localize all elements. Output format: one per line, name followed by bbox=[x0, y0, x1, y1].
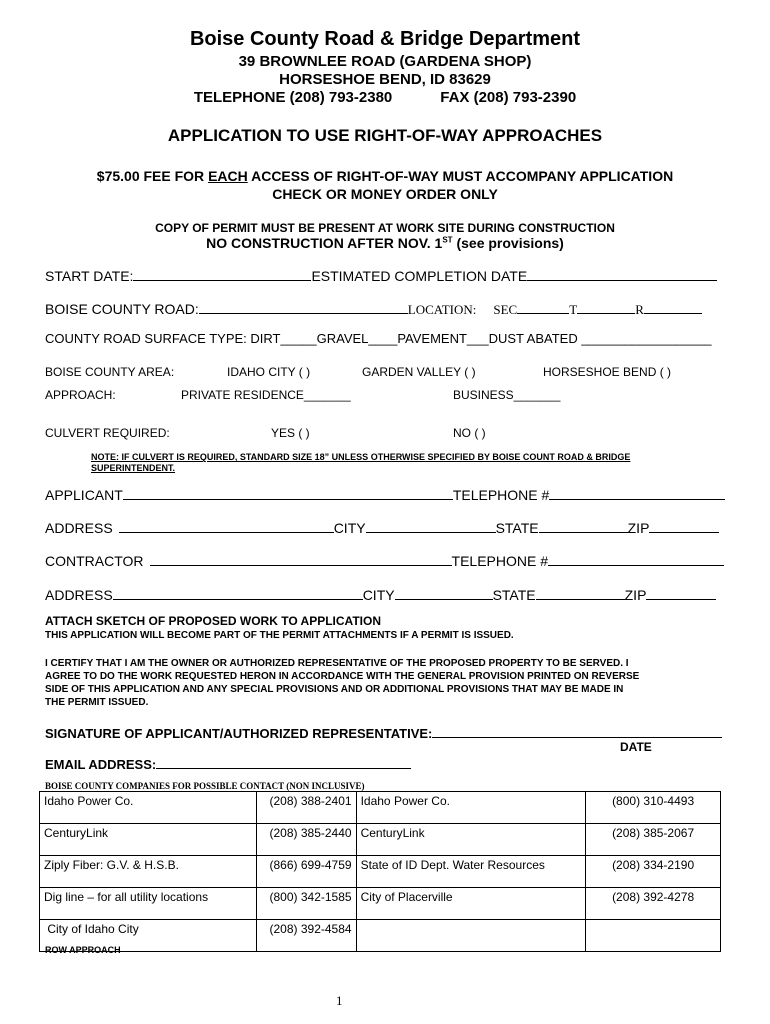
r-field[interactable] bbox=[644, 300, 702, 314]
fee-line bbox=[0, 168, 770, 184]
fee-text-post: ACCESS OF RIGHT-OF-WAY MUST ACCOMPANY APPLICATION bbox=[247, 168, 674, 184]
construction-deadline bbox=[0, 235, 770, 251]
sec-label: SEC bbox=[493, 302, 518, 317]
contact-name: CenturyLink bbox=[40, 824, 257, 856]
contractor-state-field[interactable] bbox=[536, 586, 625, 600]
start-date-label: START DATE: bbox=[45, 268, 134, 284]
culvert-yes[interactable]: YES ( ) bbox=[271, 426, 310, 440]
start-date-row bbox=[45, 267, 717, 284]
r-label: R bbox=[635, 302, 644, 317]
deadline-sup: ST bbox=[442, 235, 453, 245]
city-label: CITY bbox=[333, 520, 366, 536]
page-number: 1 bbox=[336, 993, 343, 1008]
table-row bbox=[40, 792, 721, 824]
contact-phone bbox=[586, 920, 721, 952]
contractor-label: CONTRACTOR bbox=[45, 553, 144, 569]
contact-name: Dig line – for all utility locations bbox=[40, 888, 257, 920]
contact-phone: (208) 385-2440 bbox=[256, 824, 356, 856]
contractor-city-field[interactable] bbox=[395, 586, 493, 600]
road-row bbox=[45, 300, 702, 318]
certify-line-1: I CERTIFY THAT I AM THE OWNER OR AUTHORIZED REPRESENTATIVE OF THE PROPOSED PROPERTY TO BE SERVED. I bbox=[45, 658, 629, 669]
applicant-telephone-field[interactable] bbox=[549, 486, 725, 500]
table-row bbox=[40, 920, 721, 952]
payment-method: CHECK OR MONEY ORDER ONLY bbox=[272, 186, 498, 202]
culvert-note: NOTE: IF CULVERT IS REQUIRED, STANDARD SIZE 18” UNLESS OTHERWISE SPECIFIED BY BOISE COUNT ROAD & BRIDGE bbox=[91, 452, 631, 462]
sec-field[interactable] bbox=[517, 300, 569, 314]
culvert-label: CULVERT REQUIRED: bbox=[45, 426, 170, 440]
address-line-2: HORSESHOE BEND, ID 83629 bbox=[279, 71, 491, 88]
attach-sketch: ATTACH SKETCH OF PROPOSED WORK TO APPLICATION bbox=[45, 614, 381, 628]
zip-label: ZIP bbox=[627, 520, 650, 536]
area-idaho-city[interactable]: IDAHO CITY ( ) bbox=[227, 365, 311, 379]
contacts-caption: BOISE COUNTY COMPANIES FOR POSSIBLE CONTACT (NON INCLUSIVE) bbox=[45, 781, 365, 791]
contractor-address-label: ADDRESS bbox=[45, 587, 113, 603]
email-field[interactable] bbox=[156, 755, 411, 769]
contact-phone: (208) 392-4584 bbox=[256, 920, 356, 952]
applicant-label: APPLICANT bbox=[45, 487, 123, 503]
applicant-field[interactable] bbox=[123, 486, 453, 500]
form-title: APPLICATION TO USE RIGHT-OF-WAY APPROACHES bbox=[167, 126, 603, 145]
contact-phone: (800) 342-1585 bbox=[256, 888, 356, 920]
org-name: Boise County Road & Bridge Department bbox=[189, 28, 581, 50]
state-field[interactable] bbox=[539, 519, 628, 533]
certify-line-4: THE PERMIT ISSUED. bbox=[45, 697, 149, 708]
applicant-telephone-label: TELEPHONE # bbox=[452, 487, 550, 503]
contact-phone: (208) 392-4278 bbox=[586, 888, 721, 920]
contractor-telephone-field[interactable] bbox=[548, 552, 724, 566]
culvert-no[interactable]: NO ( ) bbox=[453, 426, 486, 440]
address-line-1: 39 BROWNLEE ROAD (GARDENA SHOP) bbox=[238, 53, 532, 70]
state-label: STATE bbox=[495, 520, 539, 536]
contractor-state-label: STATE bbox=[492, 587, 536, 603]
deadline-text: NO CONSTRUCTION AFTER NOV. 1 bbox=[206, 235, 443, 251]
contractor-telephone-label: TELEPHONE # bbox=[451, 553, 549, 569]
attach-note: THIS APPLICATION WILL BECOME PART OF THE PERMIT ATTACHMENTS IF A PERMIT IS ISSUED. bbox=[45, 630, 514, 641]
permit-notice: COPY OF PERMIT MUST BE PRESENT AT WORK SITE DURING CONSTRUCTION bbox=[155, 221, 615, 235]
completion-date-label: ESTIMATED COMPLETION DATE bbox=[311, 268, 528, 284]
location-label: LOCATION: bbox=[407, 302, 477, 317]
contact-phone: (866) 699-4759 bbox=[256, 856, 356, 888]
contact-name: City of Placerville bbox=[356, 888, 586, 920]
applicant-row bbox=[45, 486, 725, 503]
date-label: DATE bbox=[620, 740, 652, 754]
surface-type-row[interactable] bbox=[45, 330, 711, 346]
t-label: T bbox=[569, 302, 578, 317]
zip-field[interactable] bbox=[649, 519, 719, 533]
certify-line-3: SIDE OF THIS APPLICATION AND ANY SPECIAL PROVISIONS AND OR ADDITIONAL PROVISIONS THAT MAY BE MADE IN bbox=[45, 684, 624, 695]
contractor-row bbox=[45, 552, 724, 569]
contractor-zip-field[interactable] bbox=[646, 586, 716, 600]
contact-phone: (800) 310-4493 bbox=[586, 792, 721, 824]
deadline-text-post: (see provisions) bbox=[452, 235, 564, 251]
completion-date-field[interactable] bbox=[527, 267, 717, 281]
signature-field[interactable] bbox=[432, 724, 722, 738]
fee-text-pre: $75.00 FEE FOR bbox=[96, 168, 209, 184]
contact-name bbox=[356, 920, 586, 952]
contact-line bbox=[0, 89, 770, 106]
surface-type-label: COUNTY ROAD SURFACE TYPE: DIRT_____GRAVEL____PAVEMENT___DUST ABATED __________________ bbox=[45, 331, 712, 346]
table-row bbox=[40, 888, 721, 920]
approach-private[interactable]: PRIVATE RESIDENCE_______ bbox=[181, 388, 351, 402]
contact-phone: (208) 334-2190 bbox=[586, 856, 721, 888]
contact-name: State of ID Dept. Water Resources bbox=[356, 856, 586, 888]
phone-number: TELEPHONE (208) 793-2380 bbox=[193, 89, 393, 106]
signature-row bbox=[45, 724, 722, 741]
approach-business[interactable]: BUSINESS_______ bbox=[453, 388, 561, 402]
contact-name: Idaho Power Co. bbox=[356, 792, 586, 824]
certify-line-2: AGREE TO DO THE WORK REQUESTED HERON IN ACCORDANCE WITH THE GENERAL PROVISION PRINTED ON REVERSE bbox=[45, 671, 640, 682]
contacts-table bbox=[39, 791, 721, 952]
table-row bbox=[40, 824, 721, 856]
applicant-address-row bbox=[45, 519, 719, 536]
contractor-zip-label: ZIP bbox=[624, 587, 647, 603]
contractor-address-field[interactable] bbox=[113, 586, 363, 600]
road-label: BOISE COUNTY ROAD: bbox=[45, 301, 199, 317]
fee-text-emph: EACH bbox=[208, 168, 248, 184]
contact-name: City of Idaho City bbox=[40, 920, 257, 952]
address-label: ADDRESS bbox=[45, 520, 113, 536]
area-label: BOISE COUNTY AREA: bbox=[45, 365, 175, 379]
contact-name: Ziply Fiber: G.V. & H.S.B. bbox=[40, 856, 257, 888]
contact-name: Idaho Power Co. bbox=[40, 792, 257, 824]
signature-label: SIGNATURE OF APPLICANT/AUTHORIZED REPRESENTATIVE: bbox=[45, 726, 433, 741]
contact-phone: (208) 385-2067 bbox=[586, 824, 721, 856]
table-row bbox=[40, 856, 721, 888]
area-garden-valley[interactable]: GARDEN VALLEY ( ) bbox=[362, 365, 476, 379]
contact-name: CenturyLink bbox=[356, 824, 586, 856]
road-field[interactable] bbox=[199, 300, 408, 314]
email-row bbox=[45, 755, 411, 772]
approach-label: APPROACH: bbox=[45, 388, 116, 402]
contractor-field[interactable] bbox=[150, 552, 452, 566]
row-approach-label: ROW APPROACH bbox=[45, 945, 121, 955]
area-horseshoe-bend[interactable]: HORSESHOE BEND ( ) bbox=[543, 365, 672, 379]
email-label: EMAIL ADDRESS: bbox=[45, 757, 157, 772]
culvert-note-cont: SUPERINTENDENT. bbox=[91, 463, 176, 473]
t-field[interactable] bbox=[577, 300, 635, 314]
start-date-field[interactable] bbox=[133, 267, 311, 281]
contractor-address-row bbox=[45, 586, 716, 603]
contractor-city-label: CITY bbox=[362, 587, 395, 603]
fax-number: FAX (208) 793-2390 bbox=[440, 89, 577, 106]
city-field[interactable] bbox=[366, 519, 496, 533]
contact-phone: (208) 388-2401 bbox=[256, 792, 356, 824]
address-field[interactable] bbox=[119, 519, 334, 533]
